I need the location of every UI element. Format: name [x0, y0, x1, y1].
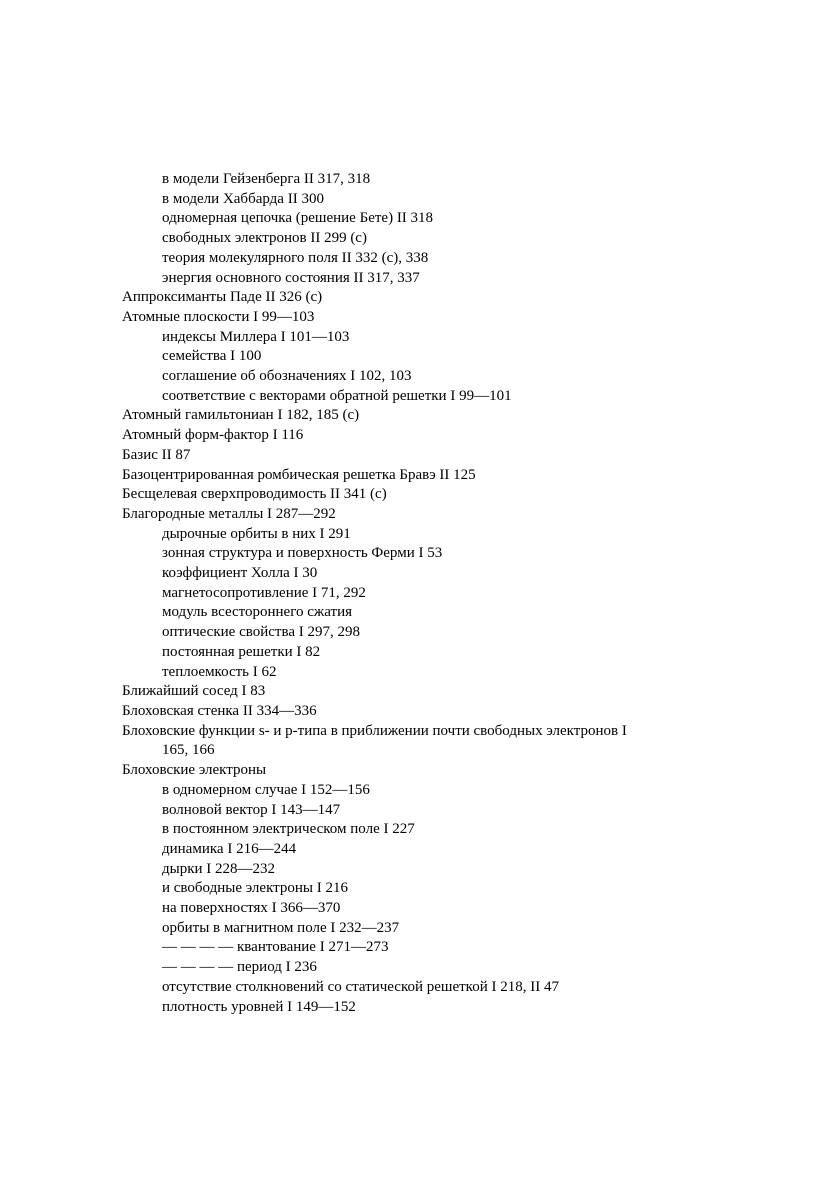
index-entry: Ближайший сосед I 83	[122, 683, 266, 700]
index-subentry: плотность уровней I 149—152	[162, 998, 356, 1015]
index-entry: Аппроксиманты Паде II 326 (с)	[122, 289, 323, 306]
index-subentry: волновой вектор I 143—147	[162, 801, 341, 818]
index-subentry: динамика I 216—244	[162, 840, 297, 857]
index-subentry: энергия основного состояния II 317, 337	[162, 269, 420, 286]
index-subentry: теплоемкость I 62	[162, 663, 277, 680]
index-subentry: в постоянном электрическом поле I 227	[162, 821, 415, 838]
index-subentry: — — — — период I 236	[162, 959, 317, 976]
index-subentry: оптические свойства I 297, 298	[162, 624, 360, 641]
index-entry: Блоховская стенка II 334—336	[122, 702, 317, 719]
index-continuation: 165, 166	[162, 742, 215, 759]
index-subentry: соглашение об обозначениях I 102, 103	[162, 368, 412, 385]
index-subentry: соответствие с векторами обратной решетки I 99—101	[162, 387, 512, 404]
index-subentry: свободных электронов II 299 (с)	[162, 230, 367, 247]
index-entry: Атомные плоскости I 99—103	[122, 308, 315, 325]
index-subentry: в модели Хаббарда II 300	[162, 190, 324, 207]
index-entry: Бесщелевая сверхпроводимость II 341 (с)	[122, 486, 387, 503]
index-subentry: отсутствие столкновений со статической решеткой I 218, II 47	[162, 978, 559, 995]
index-subentry: теория молекулярного поля II 332 (с), 338	[162, 249, 429, 266]
index-subentry: орбиты в магнитном поле I 232—237	[162, 919, 400, 936]
index-subentry: в модели Гейзенберга II 317, 318	[162, 171, 371, 187]
index-entry: Блоховские функции s- и p-типа в приближении почти свободных электронов I	[122, 722, 627, 739]
index-subentry: дырочные орбиты в них I 291	[162, 525, 351, 542]
index-subentry: модуль всестороннего сжатия	[162, 604, 353, 621]
index-subentry: одномерная цепочка (решение Бете) II 318	[162, 210, 434, 227]
index-page	[0, 170, 840, 1017]
index-subentry: дырки I 228—232	[162, 860, 276, 877]
index-subentry: — — — — квантование I 271—273	[162, 939, 389, 956]
index-subentry: семейства I 100	[162, 348, 262, 365]
index-subentry: постоянная решетки I 82	[162, 643, 321, 660]
index-subentry: магнетосопротивление I 71, 292	[162, 584, 366, 601]
index-subentry: коэффициент Холла I 30	[162, 565, 318, 582]
index-entry: Базис II 87	[122, 446, 191, 463]
index-subentry: и свободные электроны I 216	[162, 880, 348, 897]
index-entry: Блоховские электроны	[122, 762, 267, 779]
index-entry: Благородные металлы I 287—292	[122, 505, 336, 522]
index-subentry: зонная структура и поверхность Ферми I 53	[162, 545, 443, 562]
index-entry: Атомный форм-фактор I 116	[122, 427, 304, 444]
index-subentry: индексы Миллера I 101—103	[162, 328, 350, 345]
index-entry: Базоцентрированная ромбическая решетка Бравэ II 125	[122, 466, 476, 483]
index-subentry: на поверхностях I 366—370	[162, 900, 341, 917]
index-subentry: в одномерном случае I 152—156	[162, 781, 370, 798]
index-entry: Атомный гамильтониан I 182, 185 (с)	[122, 407, 360, 424]
